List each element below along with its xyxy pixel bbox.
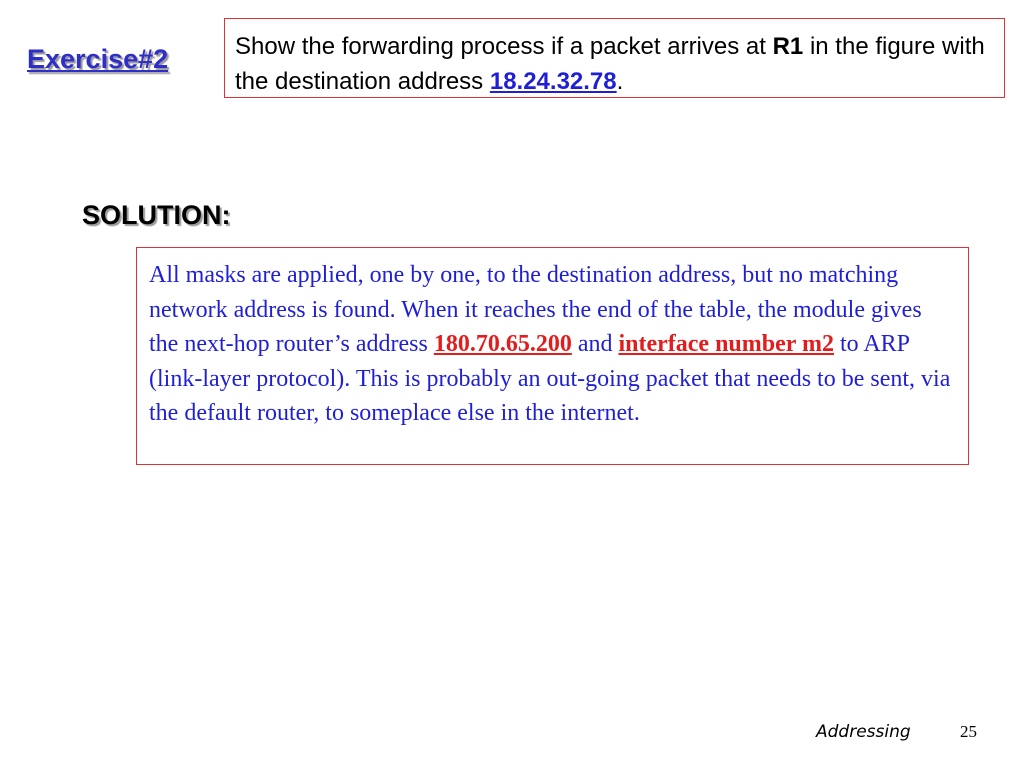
question-text-end: . xyxy=(616,68,624,95)
footer-label: Addressing xyxy=(816,722,911,742)
destination-address: 18.24.32.78 xyxy=(489,68,617,95)
next-hop-address: 180.70.65.200 xyxy=(433,331,572,357)
interface-number: interface number m2 xyxy=(618,331,834,357)
slide-title: Exercise#2 xyxy=(27,44,169,74)
solution-text-part1: All masks are applied, one by one, to the destination address, but no matching network address is found. When it reaches the end of the table, the module gives the next-hop router’s address xyxy=(149,262,922,357)
question-text-part1: Show the forwarding process if a packet arrives at xyxy=(235,33,773,60)
question-text-part2: in the figure with the destination address xyxy=(235,33,985,95)
solution-box xyxy=(136,247,969,465)
solution-heading: SOLUTION: xyxy=(82,200,231,230)
router-name: R1 xyxy=(772,33,804,60)
question-box xyxy=(224,18,1005,98)
solution-text-part3: to ARP (link-layer protocol). This is probably an out-going packet that needs to be sent, via the default router, to someplace else in the internet. xyxy=(149,331,951,426)
solution-text-part2: and xyxy=(571,331,619,357)
page-number: 25 xyxy=(960,722,977,741)
